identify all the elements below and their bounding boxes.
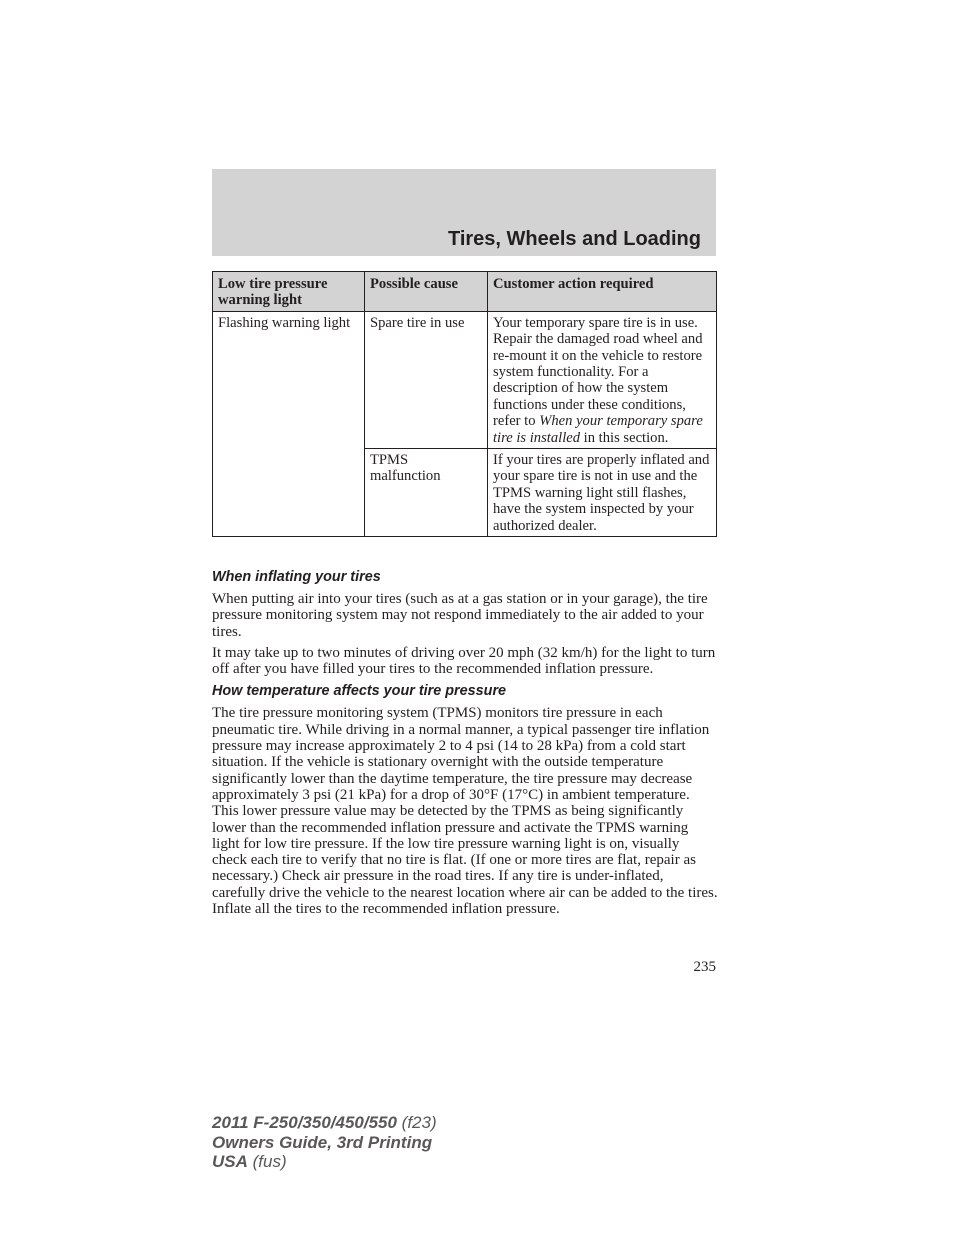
column-header-customer-action: Customer action required (488, 272, 717, 312)
footer-line-model (212, 1113, 437, 1133)
table-row (213, 311, 717, 448)
action-text: Your temporary spare tire is in use. Repair the damaged road wheel and re-mount it on the vehicle to restore system functionality. For a description of how the system functions under these conditions, refer to (493, 314, 703, 430)
column-header-warning-light: Low tire pressure warning light (213, 272, 365, 312)
action-reference: When your temporary spare tire is installed (493, 413, 703, 446)
footer-model: 2011 F-250/350/450/550 (212, 1113, 397, 1132)
action-text-end: in this section. (580, 429, 669, 446)
section-header-band (212, 169, 716, 256)
cell-customer-action: If your tires are properly inflated and your spare tire is not in use and the TPMS warning light still flashes, have the system inspected by your authorized dealer. (488, 449, 717, 537)
cell-warning-light: Flashing warning light (213, 311, 365, 536)
footer-market-code: (fus) (247, 1152, 287, 1171)
document-footer (212, 1113, 437, 1172)
inflating-paragraph-2: It may take up to two minutes of driving over 20 mph (32 km/h) for the light to turn off after you have filled your tires to the recommended inflation pressure. (212, 644, 716, 678)
section-title: Tires, Wheels and Loading (447, 228, 701, 250)
warning-light-table (212, 271, 717, 537)
temperature-heading: How temperature affects your tire pressure (212, 683, 507, 700)
column-header-possible-cause: Possible cause (365, 272, 488, 312)
cell-possible-cause: TPMS malfunction (365, 449, 488, 537)
cell-possible-cause: Spare tire in use (365, 311, 488, 448)
inflating-heading: When inflating your tires (212, 569, 381, 585)
footer-line-market (212, 1152, 437, 1172)
table-header-row (213, 272, 717, 312)
inflating-paragraph-1: When putting air into your tires (such as at a gas station or in your garage), the tire pressure monitoring system may not respond immediately to the air added to your tires. (212, 591, 708, 640)
body-content (212, 569, 718, 917)
temperature-paragraph: The tire pressure monitoring system (TPMS) monitors tire pressure in each pneumatic tire. While driving in a normal manner, a typical passenger tire inflation pressure may increase approximately 2 to 4 psi (14 to 28 kPa) from a cold start situation. If the vehicle is stationary overnight with the outside temperature significantly lower than the daytime temperature, the tire pressure may decrease approximately 3 psi (21 kPa) for a drop of 30°F (17°C) in ambient temperature. This lower pressure value may be detected by the TPMS as being significantly lower than the recommended inflation pressure and activate the TPMS warning light for low tire pressure. If the low tire pressure warning light is on, visually check each tire to verify that no tire is flat. (If one or more tires are flat, repair as necessary.) Check air pressure in the road tires. If any tire is under-inflated, carefully drive the vehicle to the nearest location where air can be added to the tires. Inflate all the tires to the recommended inflation pressure. (212, 705, 718, 918)
footer-line-guide: Owners Guide, 3rd Printing (212, 1132, 433, 1152)
cell-customer-action (488, 311, 717, 448)
page-number: 235 (693, 959, 716, 975)
footer-model-code: (f23) (396, 1113, 437, 1132)
footer-market: USA (212, 1152, 248, 1171)
